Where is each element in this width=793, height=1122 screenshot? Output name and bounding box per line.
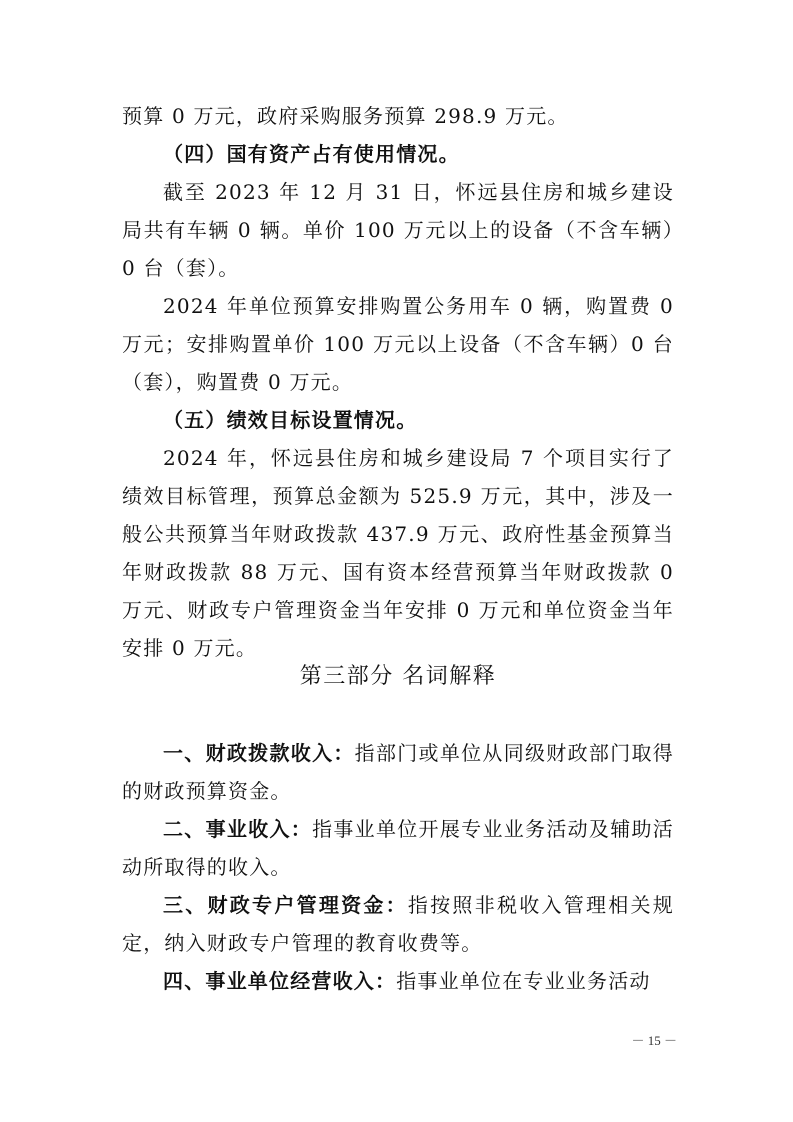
glossary-item — [122, 734, 674, 810]
glossary-term: 三、财政专户管理资金： — [163, 893, 408, 917]
glossary-definition: 指按照非税收入管理相关规定，纳入财政专户管理的教育收费等。 — [122, 893, 675, 955]
glossary-section — [122, 734, 674, 1000]
glossary-term: 四、事业单位经营收入： — [163, 969, 397, 993]
glossary-definition: 指事业单位在专业业务活动 — [396, 969, 651, 993]
glossary-term: 二、事业收入： — [163, 817, 313, 841]
page-number: － 15 － — [631, 1033, 677, 1048]
glossary-item — [122, 810, 674, 886]
part-three-title-wrap — [122, 658, 674, 696]
performance-paragraph: 2024 年，怀远县住房和城乡建设局 7 个项目实行了绩效目标管理，预算总金额为 525.9 万元，其中，涉及一般公共预算当年财政拨款 437.9 万元、政府性基金预算当年财政拨款 88 万元、国有资本经营预算当年财政拨款 0 万元、财政专户管理资金当年安排 0 万元和单位资金当年安排 0 万元。 — [122, 446, 674, 660]
section-heading-4: （四）国有资产占有使用情况。 — [163, 142, 460, 166]
section-heading-5: （五）绩效目标设置情况。 — [163, 408, 418, 432]
assets-paragraph: 截至 2023 年 12 月 31 日，怀远县住房和城乡建设局共有车辆 0 辆。单价 100 万元以上的设备（不含车辆）0 台（套）。 — [122, 180, 674, 280]
glossary-item — [122, 886, 674, 962]
part-three-title: 第三部分 名词解释 — [299, 664, 497, 689]
budget-paragraph-end: 预算 0 万元，政府采购服务预算 298.9 万元。 — [122, 104, 569, 128]
purchase-paragraph: 2024 年单位预算安排购置公务用车 0 辆，购置费 0 万元；安排购置单价 100 万元以上设备（不含车辆）0 台（套），购置费 0 万元。 — [122, 294, 674, 394]
glossary-item — [122, 962, 674, 1000]
glossary-definition: 指部门或单位从同级财政部门取得的财政预算资金。 — [122, 741, 674, 803]
glossary-term: 一、财政拨款收入： — [163, 741, 355, 765]
glossary-definition: 指事业单位开展专业业务活动及辅助活动所取得的收入。 — [122, 817, 674, 879]
body-section-upper — [122, 97, 674, 667]
